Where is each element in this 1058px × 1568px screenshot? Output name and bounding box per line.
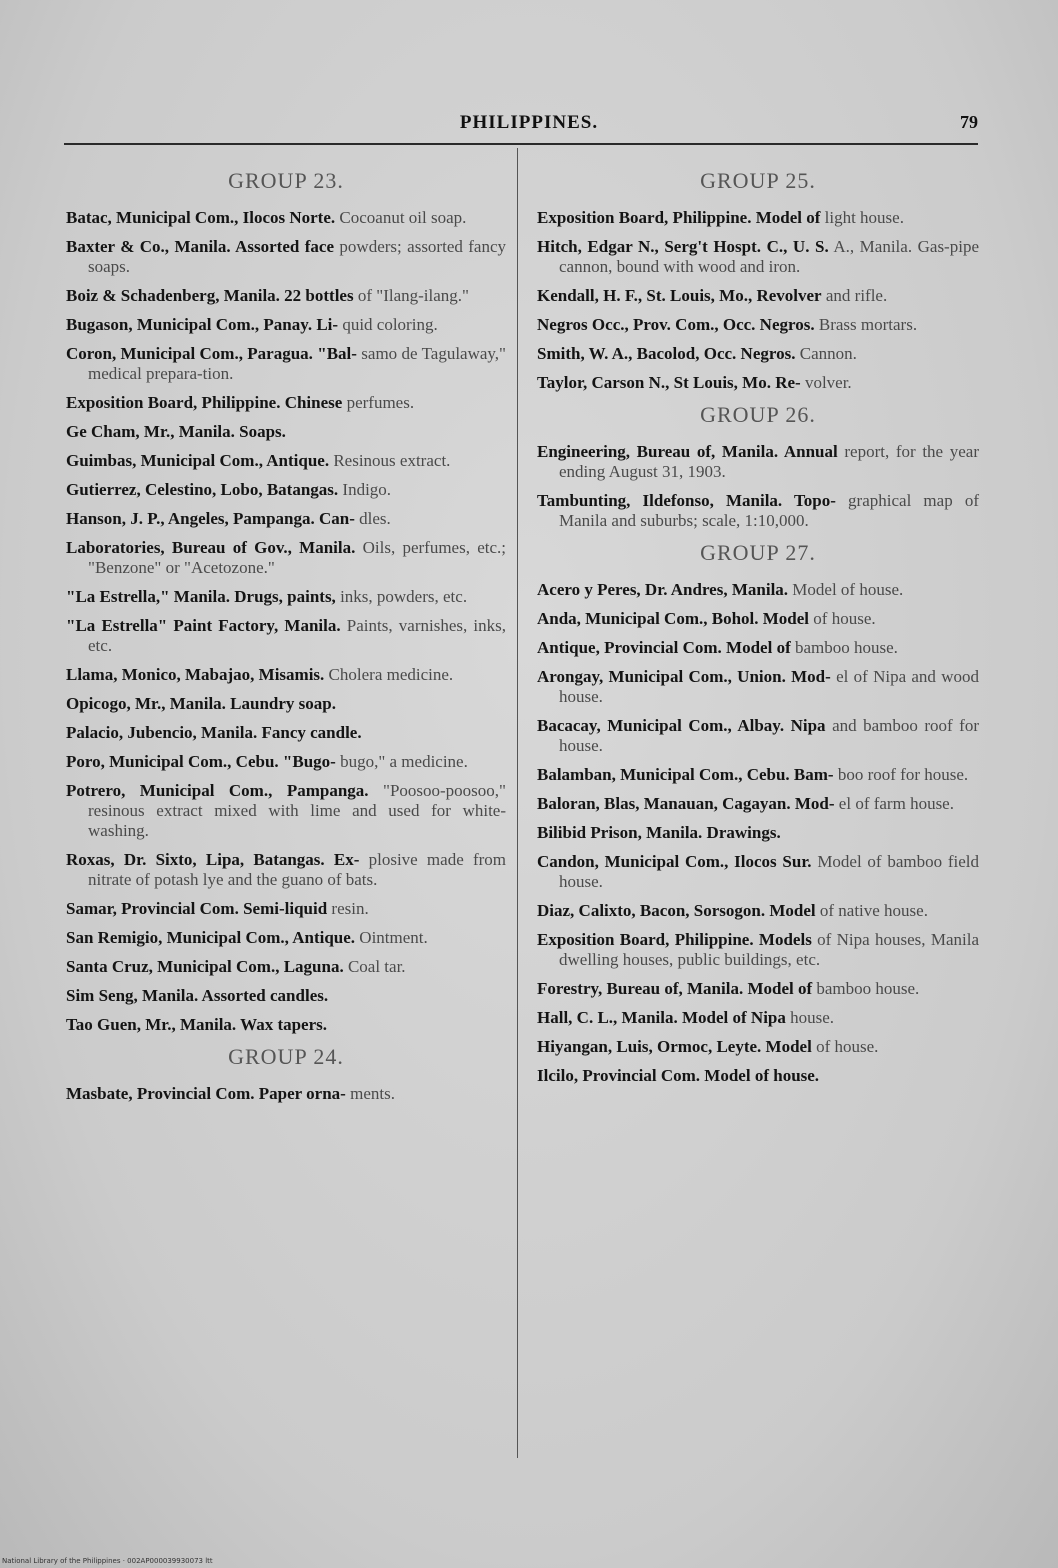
exhibitor-name: Samar, Provincial Com. Semi-liquid — [66, 899, 328, 918]
exhibit-description: of Nipa houses, Manila dwelling houses, public buildings, etc. — [559, 930, 979, 969]
catalog-entry — [66, 315, 506, 335]
catalog-entry — [66, 1015, 506, 1035]
exhibitor-name: Laboratories, Bureau of Gov., Manila. — [66, 538, 356, 557]
catalog-entry — [537, 930, 979, 970]
catalog-entry — [66, 616, 506, 656]
exhibit-description: of house. — [816, 1037, 879, 1056]
exhibitor-name: Baxter & Co., Manila. Assorted face — [66, 237, 334, 256]
catalog-entry — [66, 1084, 506, 1104]
catalog-entry — [66, 723, 506, 743]
catalog-entry — [537, 638, 979, 658]
catalog-entry — [66, 986, 506, 1006]
catalog-entry — [537, 823, 979, 843]
exhibitor-name: Baloran, Blas, Manauan, Cagayan. Mod- — [537, 794, 835, 813]
exhibitor-name: Poro, Municipal Com., Cebu. "Bugo- — [66, 752, 336, 771]
exhibit-description: el of Nipa and wood house. — [559, 667, 979, 706]
exhibit-description: Cholera medicine. — [328, 665, 454, 684]
exhibitor-name: Batac, Municipal Com., Ilocos Norte. — [66, 208, 336, 227]
exhibitor-name: Palacio, Jubencio, Manila. Fancy candle. — [66, 723, 362, 742]
exhibit-description: el of farm house. — [838, 794, 954, 813]
exhibit-description: of house. — [813, 609, 876, 628]
exhibitor-name: Hiyangan, Luis, Ormoc, Leyte. Model — [537, 1037, 812, 1056]
exhibitor-name: Candon, Municipal Com., Ilocos Sur. — [537, 852, 812, 871]
exhibitor-name: Opicogo, Mr., Manila. Laundry soap. — [66, 694, 336, 713]
exhibitor-name: Masbate, Provincial Com. Paper orna- — [66, 1084, 346, 1103]
exhibitor-name: Tambunting, Ildefonso, Manila. Topo- — [537, 491, 836, 510]
exhibitor-name: Anda, Municipal Com., Bohol. Model — [537, 609, 810, 628]
exhibitor-name: Hitch, Edgar N., Serg't Hospt. C., U. S. — [537, 237, 829, 256]
page-title: PHILIPPINES. — [459, 112, 599, 133]
exhibit-description: dles. — [359, 509, 391, 528]
catalog-entry — [537, 491, 979, 531]
catalog-entry — [537, 1037, 979, 1057]
exhibit-description: powders; assorted fancy soaps. — [88, 237, 507, 276]
exhibitor-name: Exposition Board, Philippine. Chinese — [66, 393, 343, 412]
exhibit-description: bugo," a medicine. — [340, 752, 468, 771]
exhibit-description: Cannon. — [799, 344, 857, 363]
exhibitor-name: Exposition Board, Philippine. Model of — [537, 208, 821, 227]
exhibit-description: Indigo. — [342, 480, 392, 499]
running-header — [0, 112, 1058, 140]
exhibitor-name: Ilcilo, Provincial Com. Model of house. — [537, 1066, 820, 1085]
exhibit-description: Model of house. — [792, 580, 904, 599]
exhibitor-name: Llama, Monico, Mabajao, Misamis. — [66, 665, 325, 684]
catalog-entry — [537, 794, 979, 814]
footer-credit: National Library of the Philippines · 002AP000039930073 ltt — [2, 1557, 213, 1565]
catalog-entry — [66, 393, 506, 413]
exhibit-description: Ointment. — [359, 928, 428, 947]
exhibit-description: Resinous extract. — [333, 451, 451, 470]
catalog-entry — [537, 286, 979, 306]
exhibit-description: inks, powders, etc. — [340, 587, 468, 606]
catalog-entry — [66, 509, 506, 529]
catalog-entry — [66, 752, 506, 772]
exhibit-description: graphical map of Manila and suburbs; scale, 1:10,000. — [559, 491, 979, 530]
left-column — [66, 162, 506, 1113]
catalog-entry — [66, 587, 506, 607]
exhibit-description: of native house. — [819, 901, 928, 920]
catalog-entry — [537, 373, 979, 393]
group-heading: GROUP 25. — [700, 168, 816, 193]
catalog-entry — [537, 716, 979, 756]
catalog-entry — [537, 852, 979, 892]
exhibit-description: A., Manila. Gas-pipe cannon, bound with wood and iron. — [559, 237, 979, 276]
exhibitor-name: Acero y Peres, Dr. Andres, Manila. — [537, 580, 789, 599]
exhibitor-name: Ge Cham, Mr., Manila. Soaps. — [66, 422, 286, 441]
exhibit-description: and bamboo roof for house. — [559, 716, 979, 755]
group-heading: GROUP 27. — [700, 540, 816, 565]
catalog-entry — [537, 901, 979, 921]
exhibitor-name: Santa Cruz, Municipal Com., Laguna. — [66, 957, 344, 976]
exhibit-description: house. — [790, 1008, 835, 1027]
right-column — [537, 162, 979, 1095]
group-heading: GROUP 26. — [700, 402, 816, 427]
catalog-entry — [537, 315, 979, 335]
exhibit-description: Cocoanut oil soap. — [339, 208, 467, 227]
catalog-entry — [66, 344, 506, 384]
catalog-entry — [66, 422, 506, 442]
exhibit-description: Paints, varnishes, inks, etc. — [88, 616, 506, 655]
exhibitor-name: Engineering, Bureau of, Manila. Annual — [537, 442, 838, 461]
exhibit-description: perfumes. — [346, 393, 415, 412]
exhibit-description: Coal tar. — [347, 957, 406, 976]
catalog-entry — [537, 442, 979, 482]
exhibit-description: Model of bamboo field house. — [559, 852, 979, 891]
exhibitor-name: "La Estrella" Paint Factory, Manila. — [66, 616, 341, 635]
exhibitor-name: Taylor, Carson N., St Louis, Mo. Re- — [537, 373, 801, 392]
catalog-entry — [66, 781, 506, 841]
exhibitor-name: Smith, W. A., Bacolod, Occ. Negros. — [537, 344, 796, 363]
catalog-entry — [66, 665, 506, 685]
catalog-entry — [66, 694, 506, 714]
exhibitor-name: Potrero, Municipal Com., Pampanga. — [66, 781, 369, 800]
exhibitor-name: Forestry, Bureau of, Manila. Model of — [537, 979, 813, 998]
exhibitor-name: Kendall, H. F., St. Louis, Mo., Revolver — [537, 286, 822, 305]
exhibitor-name: Exposition Board, Philippine. Models — [537, 930, 812, 949]
exhibit-description: of "Ilang-ilang." — [357, 286, 469, 305]
exhibitor-name: Coron, Municipal Com., Paragua. "Bal- — [66, 344, 357, 363]
exhibit-description: and rifle. — [825, 286, 888, 305]
header-rule — [64, 143, 978, 145]
exhibitor-name: Bilibid Prison, Manila. Drawings. — [537, 823, 781, 842]
catalog-entry — [66, 286, 506, 306]
catalog-entry — [537, 580, 979, 600]
exhibitor-name: Hall, C. L., Manila. Model of Nipa — [537, 1008, 786, 1027]
exhibitor-name: Guimbas, Municipal Com., Antique. — [66, 451, 330, 470]
catalog-entry — [66, 850, 506, 890]
catalog-entry — [66, 538, 506, 578]
exhibit-description: ments. — [350, 1084, 395, 1103]
exhibitor-name: Diaz, Calixto, Bacon, Sorsogon. Model — [537, 901, 816, 920]
catalog-entry — [66, 208, 506, 228]
catalog-entry — [537, 237, 979, 277]
catalog-entry — [66, 928, 506, 948]
exhibit-description: Oils, perfumes, etc.; "Benzone" or "Acetozone." — [88, 538, 506, 577]
exhibitor-name: Negros Occ., Prov. Com., Occ. Negros. — [537, 315, 815, 334]
catalog-entry — [66, 451, 506, 471]
exhibit-description: plosive made from nitrate of potash lye and the guano of bats. — [88, 850, 506, 889]
catalog-entry — [537, 344, 979, 364]
exhibitor-name: Tao Guen, Mr., Manila. Wax tapers. — [66, 1015, 328, 1034]
exhibitor-name: Boiz & Schadenberg, Manila. 22 bottles — [66, 286, 354, 305]
catalog-entry — [66, 957, 506, 977]
exhibit-description: resin. — [331, 899, 369, 918]
exhibit-description: boo roof for house. — [837, 765, 969, 784]
catalog-entry — [537, 979, 979, 999]
catalog-entry — [537, 609, 979, 629]
exhibit-description: light house. — [824, 208, 904, 227]
exhibit-description: "Poosoo-poosoo," resinous extract mixed with lime and used for white-washing. — [88, 781, 506, 840]
catalog-entry — [66, 237, 506, 277]
exhibit-description: Brass mortars. — [818, 315, 918, 334]
exhibit-description: report, for the year ending August 31, 1903. — [559, 442, 979, 481]
exhibit-description: volver. — [804, 373, 852, 392]
exhibitor-name: "La Estrella," Manila. Drugs, paints, — [66, 587, 336, 606]
page-number: 79 — [960, 112, 978, 132]
exhibitor-name: Sim Seng, Manila. Assorted candles. — [66, 986, 329, 1005]
exhibitor-name: Bugason, Municipal Com., Panay. Li- — [66, 315, 339, 334]
exhibitor-name: Bacacay, Municipal Com., Albay. Nipa — [537, 716, 826, 735]
exhibitor-name: Arongay, Municipal Com., Union. Mod- — [537, 667, 831, 686]
exhibitor-name: Roxas, Dr. Sixto, Lipa, Batangas. Ex- — [66, 850, 360, 869]
exhibit-description: samo de Tagulaway," medical prepara-tion. — [88, 344, 507, 383]
group-heading: GROUP 24. — [228, 1044, 344, 1069]
catalog-entry — [66, 480, 506, 500]
exhibitor-name: Balamban, Municipal Com., Cebu. Bam- — [537, 765, 834, 784]
exhibitor-name: Gutierrez, Celestino, Lobo, Batangas. — [66, 480, 339, 499]
catalog-entry — [66, 899, 506, 919]
catalog-entry — [537, 1066, 979, 1086]
column-divider — [517, 148, 518, 1458]
exhibit-description: bamboo house. — [816, 979, 920, 998]
catalog-entry — [537, 667, 979, 707]
exhibit-description: bamboo house. — [794, 638, 898, 657]
catalog-entry — [537, 1008, 979, 1028]
exhibitor-name: San Remigio, Municipal Com., Antique. — [66, 928, 356, 947]
group-heading: GROUP 23. — [228, 168, 344, 193]
catalog-entry — [537, 765, 979, 785]
exhibitor-name: Antique, Provincial Com. Model of — [537, 638, 791, 657]
exhibit-description: quid coloring. — [342, 315, 438, 334]
exhibitor-name: Hanson, J. P., Angeles, Pampanga. Can- — [66, 509, 355, 528]
catalog-entry — [537, 208, 979, 228]
